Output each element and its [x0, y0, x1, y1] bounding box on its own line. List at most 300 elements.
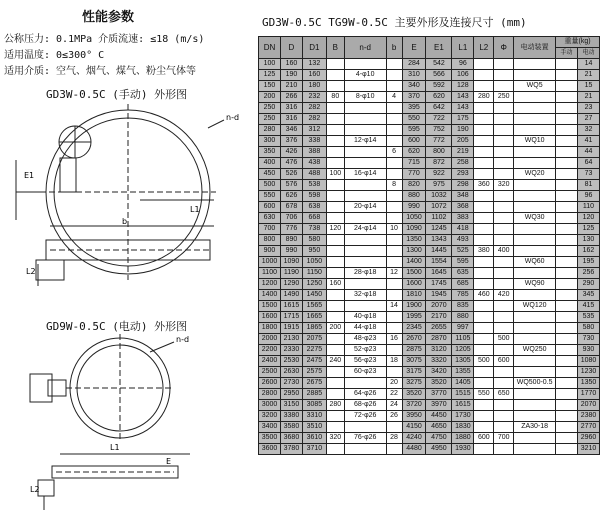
table-cell: 266: [280, 92, 302, 103]
table-cell: 668: [302, 213, 326, 224]
table-cell: [326, 312, 344, 323]
table-cell: 706: [280, 213, 302, 224]
table-cell: 835: [452, 301, 474, 312]
table-cell: [556, 257, 578, 268]
table-cell: 320: [494, 180, 514, 191]
table-cell: WQ120: [514, 301, 556, 312]
table-cell: [386, 246, 402, 257]
table-cell: 23: [577, 103, 599, 114]
table-cell: 1745: [426, 279, 452, 290]
table-cell: 1350: [577, 378, 599, 389]
table-cell: 106: [452, 70, 474, 81]
table-row: [259, 92, 600, 103]
table-cell: [494, 136, 514, 147]
table-cell: 3175: [402, 367, 426, 378]
table-cell: [344, 125, 386, 136]
table-cell: 160: [326, 279, 344, 290]
table-cell: 3970: [426, 400, 452, 411]
table-cell: [556, 433, 578, 444]
table-cell: [474, 158, 494, 169]
table-cell: [386, 213, 402, 224]
table-cell: 1945: [426, 290, 452, 301]
table-cell: 81: [577, 180, 599, 191]
table-row: [259, 411, 600, 422]
table-cell: [344, 180, 386, 191]
table-cell: [474, 147, 494, 158]
table-cell: 160: [302, 70, 326, 81]
table-cell: [474, 323, 494, 334]
table-cell: 1102: [426, 213, 452, 224]
table-cell: 2600: [259, 378, 281, 389]
table-cell: 1715: [280, 312, 302, 323]
table-cell: 16: [386, 334, 402, 345]
table-cell: [556, 367, 578, 378]
table-cell: [556, 268, 578, 279]
table-cell: [344, 279, 386, 290]
table-cell: 160: [280, 59, 302, 70]
table-cell: 1150: [302, 268, 326, 279]
table-cell: [514, 158, 556, 169]
table-cell: [326, 246, 344, 257]
table-cell: 990: [402, 202, 426, 213]
table-cell: [514, 433, 556, 444]
table-cell: [326, 59, 344, 70]
table-cell: [326, 345, 344, 356]
table-cell: 600: [402, 136, 426, 147]
table-cell: 872: [426, 158, 452, 169]
table-cell: WQ5: [514, 81, 556, 92]
table-cell: 4-φ10: [344, 70, 386, 81]
table-cell: 26: [386, 411, 402, 422]
table-cell: 348: [452, 191, 474, 202]
electric-drawing-caption: GD9W-0.5C (电动) 外形图: [46, 320, 188, 333]
right-panel: [258, 0, 600, 516]
table-cell: 1500: [259, 301, 281, 312]
table-cell: 64: [577, 158, 599, 169]
table-cell: [344, 191, 386, 202]
table-cell: WQ30: [514, 213, 556, 224]
table-cell: [386, 290, 402, 301]
table-cell: 68-φ26: [344, 400, 386, 411]
table-cell: 282: [302, 103, 326, 114]
table-cell: 370: [402, 92, 426, 103]
manual-side-view: [0, 214, 256, 298]
table-cell: 2070: [426, 301, 452, 312]
table-cell: [514, 114, 556, 125]
table-cell: [556, 191, 578, 202]
table-cell: 338: [302, 136, 326, 147]
table-cell: 950: [302, 246, 326, 257]
b-dim-label: b: [122, 217, 128, 226]
table-cell: 205: [452, 136, 474, 147]
table-cell: 3580: [280, 422, 302, 433]
table-cell: 3420: [426, 367, 452, 378]
table-cell: 32: [577, 125, 599, 136]
table-cell: [514, 147, 556, 158]
electric-drawing: [0, 334, 256, 516]
table-cell: [326, 125, 344, 136]
table-cell: 376: [280, 136, 302, 147]
table-cell: 2770: [577, 422, 599, 433]
table-cell: 125: [259, 70, 281, 81]
table-cell: [474, 312, 494, 323]
table-cell: 21: [577, 92, 599, 103]
table-cell: 200: [259, 92, 281, 103]
table-cell: [556, 312, 578, 323]
l2-label-manual: L2: [26, 267, 36, 276]
table-cell: 1615: [452, 400, 474, 411]
col-header-l1: L1: [452, 37, 474, 59]
table-row: [259, 444, 600, 455]
param-line-medium: 适用介质: 空气、烟气、煤气、粉尘气体等: [4, 66, 197, 77]
dimensions-table: [258, 36, 600, 455]
table-cell: 3075: [402, 356, 426, 367]
table-cell: [386, 202, 402, 213]
table-row: [259, 246, 600, 257]
table-cell: 476: [280, 158, 302, 169]
table-cell: 1050: [302, 257, 326, 268]
table-cell: [474, 334, 494, 345]
table-cell: 1250: [302, 279, 326, 290]
table-cell: [494, 70, 514, 81]
table-cell: 1200: [259, 279, 281, 290]
table-cell: 415: [577, 301, 599, 312]
table-cell: 566: [426, 70, 452, 81]
table-cell: [474, 103, 494, 114]
table-cell: [494, 202, 514, 213]
table-cell: [386, 158, 402, 169]
table-cell: 258: [452, 158, 474, 169]
table-cell: [474, 235, 494, 246]
table-cell: 200: [326, 323, 344, 334]
table-cell: 395: [402, 103, 426, 114]
table-cell: [556, 246, 578, 257]
table-cell: 3680: [280, 433, 302, 444]
table-row: [259, 268, 600, 279]
table-cell: 100: [326, 169, 344, 180]
table-cell: [514, 202, 556, 213]
table-cell: [514, 367, 556, 378]
table-cell: [514, 444, 556, 455]
table-cell: 700: [259, 224, 281, 235]
table-cell: 400: [259, 158, 281, 169]
table-cell: 6: [386, 147, 402, 158]
table-cell: 3000: [259, 400, 281, 411]
table-cell: [474, 59, 494, 70]
table-cell: 28: [386, 433, 402, 444]
table-cell: [344, 378, 386, 389]
table-cell: 10: [386, 224, 402, 235]
table-cell: [494, 257, 514, 268]
col-header-weight-manual: 手动: [556, 48, 578, 59]
table-cell: 2530: [280, 356, 302, 367]
table-cell: [326, 268, 344, 279]
table-cell: [474, 191, 494, 202]
table-row: [259, 114, 600, 125]
col-header-actuator: 电动装置: [514, 37, 556, 59]
table-cell: 2475: [302, 356, 326, 367]
table-cell: 280: [474, 92, 494, 103]
table-cell: 3275: [402, 378, 426, 389]
table-cell: [386, 81, 402, 92]
table-cell: 3780: [280, 444, 302, 455]
table-cell: 1350: [402, 235, 426, 246]
table-cell: 500: [474, 356, 494, 367]
table-cell: 576: [280, 180, 302, 191]
table-cell: [344, 158, 386, 169]
table-cell: 580: [577, 323, 599, 334]
table-cell: 1810: [402, 290, 426, 301]
table-row: [259, 235, 600, 246]
table-cell: 316: [280, 103, 302, 114]
table-cell: WQ250: [514, 345, 556, 356]
table-cell: 438: [302, 158, 326, 169]
table-body: [259, 59, 600, 455]
table-cell: [556, 301, 578, 312]
table-cell: 1995: [402, 312, 426, 323]
table-cell: [344, 301, 386, 312]
table-cell: [494, 125, 514, 136]
table-cell: [326, 378, 344, 389]
col-header-n-d: n-d: [344, 37, 386, 59]
table-cell: [326, 136, 344, 147]
table-cell: [474, 301, 494, 312]
table-cell: 76-φ26: [344, 433, 386, 444]
table-cell: 44-φ18: [344, 323, 386, 334]
table-cell: WQ500-0.5: [514, 378, 556, 389]
table-cell: 500: [494, 334, 514, 345]
table-cell: 16-φ14: [344, 169, 386, 180]
table-cell: 350: [259, 147, 281, 158]
table-cell: 3380: [280, 411, 302, 422]
table-row: [259, 59, 600, 70]
table-cell: 282: [302, 114, 326, 125]
table-cell: 3210: [577, 444, 599, 455]
table-cell: 12: [386, 268, 402, 279]
table-cell: [344, 422, 386, 433]
table-cell: [326, 147, 344, 158]
table-cell: 3320: [426, 356, 452, 367]
table-cell: [556, 59, 578, 70]
table-cell: [556, 92, 578, 103]
table-cell: 620: [426, 92, 452, 103]
table-cell: [474, 411, 494, 422]
table-cell: 715: [402, 158, 426, 169]
table-cell: 600: [259, 202, 281, 213]
table-cell: [326, 290, 344, 301]
table-row: [259, 400, 600, 411]
table-row: [259, 257, 600, 268]
table-cell: 592: [426, 81, 452, 92]
table-cell: 40-φ18: [344, 312, 386, 323]
table-cell: [326, 422, 344, 433]
table-cell: 132: [302, 59, 326, 70]
table-cell: 1930: [452, 444, 474, 455]
table-cell: [326, 257, 344, 268]
table-cell: 3610: [302, 433, 326, 444]
table-cell: [326, 114, 344, 125]
table-cell: 41: [577, 136, 599, 147]
table-cell: 738: [302, 224, 326, 235]
table-cell: 1880: [452, 433, 474, 444]
table-cell: [494, 114, 514, 125]
table-cell: [514, 268, 556, 279]
table-cell: 1355: [452, 367, 474, 378]
table-cell: [556, 180, 578, 191]
table-cell: [386, 125, 402, 136]
table-cell: 3400: [259, 422, 281, 433]
table-cell: 18: [386, 356, 402, 367]
table-row: [259, 290, 600, 301]
table-cell: [556, 158, 578, 169]
table-cell: 2675: [302, 378, 326, 389]
table-cell: 130: [577, 235, 599, 246]
table-cell: 930: [577, 345, 599, 356]
table-cell: 60-φ23: [344, 367, 386, 378]
table-row: [259, 323, 600, 334]
table-cell: 488: [302, 169, 326, 180]
table-cell: 52-φ23: [344, 345, 386, 356]
table-cell: [344, 213, 386, 224]
table-cell: [474, 169, 494, 180]
table-cell: [494, 411, 514, 422]
table-cell: 730: [577, 334, 599, 345]
table-row: [259, 345, 600, 356]
table-cell: [474, 81, 494, 92]
table-cell: 72-φ26: [344, 411, 386, 422]
table-cell: 14: [577, 59, 599, 70]
table-cell: 460: [474, 290, 494, 301]
table-cell: 426: [280, 147, 302, 158]
table-cell: [556, 125, 578, 136]
table-cell: [326, 81, 344, 92]
table-cell: 1770: [577, 389, 599, 400]
table-cell: 240: [326, 356, 344, 367]
table-row: [259, 169, 600, 180]
table-cell: 880: [402, 191, 426, 202]
table-cell: 1105: [452, 334, 474, 345]
table-cell: 310: [402, 70, 426, 81]
table-cell: [474, 400, 494, 411]
table-cell: 800: [426, 147, 452, 158]
table-cell: 250: [259, 114, 281, 125]
table-cell: 298: [452, 180, 474, 191]
table-cell: [514, 246, 556, 257]
table-cell: 4450: [426, 411, 452, 422]
table-cell: [474, 125, 494, 136]
table-cell: 3600: [259, 444, 281, 455]
table-cell: [326, 180, 344, 191]
table-cell: [386, 169, 402, 180]
table-cell: 700: [494, 433, 514, 444]
table-cell: 2575: [302, 367, 326, 378]
table-cell: 48-φ23: [344, 334, 386, 345]
table-cell: [326, 213, 344, 224]
table-cell: [474, 378, 494, 389]
table-cell: [494, 158, 514, 169]
table-cell: [474, 367, 494, 378]
table-cell: 620: [402, 147, 426, 158]
table-cell: [514, 180, 556, 191]
table-cell: 600: [494, 356, 514, 367]
table-cell: [344, 114, 386, 125]
table-row: [259, 301, 600, 312]
table-cell: 1450: [302, 290, 326, 301]
table-cell: 346: [280, 125, 302, 136]
table-cell: 2070: [577, 400, 599, 411]
table-cell: 150: [259, 81, 281, 92]
table-cell: 900: [259, 246, 281, 257]
table-cell: 24-φ14: [344, 224, 386, 235]
table-cell: 2655: [426, 323, 452, 334]
table-cell: 2170: [426, 312, 452, 323]
table-cell: 280: [326, 400, 344, 411]
table-cell: 1405: [452, 378, 474, 389]
table-cell: [494, 191, 514, 202]
col-header-d1: D1: [302, 37, 326, 59]
table-row: [259, 202, 600, 213]
e-dim-label: E: [166, 457, 172, 466]
table-cell: [386, 345, 402, 356]
col-header-l2: L2: [474, 37, 494, 59]
table-cell: 2380: [577, 411, 599, 422]
table-cell: 1490: [280, 290, 302, 301]
table-cell: 8: [386, 180, 402, 191]
table-cell: 4650: [426, 422, 452, 433]
table-cell: 3500: [259, 433, 281, 444]
table-cell: 100: [259, 59, 281, 70]
table-cell: 20: [386, 378, 402, 389]
table-cell: 3310: [302, 411, 326, 422]
table-cell: [386, 59, 402, 70]
table-cell: 493: [452, 235, 474, 246]
table-cell: WQ90: [514, 279, 556, 290]
table-cell: 1830: [452, 422, 474, 433]
table-cell: 22: [386, 389, 402, 400]
table-cell: 1230: [577, 367, 599, 378]
table-cell: [514, 224, 556, 235]
table-cell: 3520: [402, 389, 426, 400]
n-d-label-manual: n-d: [226, 113, 240, 122]
table-cell: 722: [426, 114, 452, 125]
table-cell: [344, 147, 386, 158]
table-cell: 383: [452, 213, 474, 224]
table-cell: [514, 323, 556, 334]
table-cell: [386, 312, 402, 323]
table-cell: 1915: [280, 323, 302, 334]
table-cell: 678: [280, 202, 302, 213]
table-cell: [386, 70, 402, 81]
table-cell: 120: [326, 224, 344, 235]
table-cell: 580: [302, 235, 326, 246]
table-row: [259, 213, 600, 224]
table-cell: [494, 224, 514, 235]
table-cell: 500: [259, 180, 281, 191]
table-row: [259, 422, 600, 433]
table-cell: 635: [452, 268, 474, 279]
table-cell: 1190: [280, 268, 302, 279]
table-cell: 1000: [259, 257, 281, 268]
table-cell: [326, 191, 344, 202]
table-cell: 284: [402, 59, 426, 70]
table-cell: 1072: [426, 202, 452, 213]
l2-label-electric: L2: [30, 485, 40, 494]
table-cell: [494, 147, 514, 158]
table-cell: [326, 367, 344, 378]
table-cell: [556, 169, 578, 180]
table-cell: 535: [577, 312, 599, 323]
table-cell: 28-φ18: [344, 268, 386, 279]
